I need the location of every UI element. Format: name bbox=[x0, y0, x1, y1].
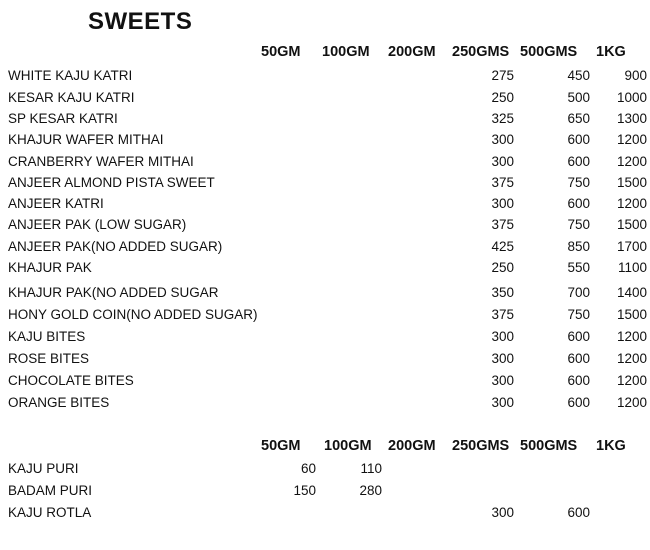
price-500gms: 650 bbox=[567, 111, 590, 126]
item-name: CRANBERRY WAFER MITHAI bbox=[8, 154, 194, 169]
table-row bbox=[0, 373, 650, 393]
price-250gms: 375 bbox=[491, 307, 514, 322]
table-row bbox=[0, 132, 650, 152]
price-250gms: 425 bbox=[491, 239, 514, 254]
price-1kg: 1200 bbox=[616, 351, 647, 366]
table-row bbox=[0, 483, 650, 503]
table-row bbox=[0, 68, 650, 88]
header-50gm: 50GM bbox=[261, 44, 301, 60]
price-250gms: 375 bbox=[491, 217, 514, 232]
item-name: ANJEER ALMOND PISTA SWEET bbox=[8, 175, 215, 190]
price-50gm: 150 bbox=[293, 483, 316, 498]
item-name: KAJU ROTLA bbox=[8, 505, 92, 520]
table-row bbox=[0, 329, 650, 349]
item-name: HONY GOLD COIN(NO ADDED SUGAR) bbox=[8, 307, 258, 322]
column-header-row bbox=[0, 438, 650, 458]
header-100gm: 100GM bbox=[324, 438, 372, 454]
header-250gms: 250GMS bbox=[452, 438, 510, 454]
price-500gms: 600 bbox=[567, 196, 590, 211]
price-500gms: 600 bbox=[567, 395, 590, 410]
page-title: SWEETS bbox=[88, 8, 193, 35]
price-1kg: 1000 bbox=[616, 90, 647, 105]
price-100gm: 110 bbox=[360, 461, 382, 476]
price-1kg: 900 bbox=[624, 68, 647, 83]
header-500gms: 500GMS bbox=[520, 44, 578, 60]
item-name: KHAJUR WAFER MITHAI bbox=[8, 132, 164, 147]
price-250gms: 300 bbox=[491, 132, 514, 147]
price-250gms: 275 bbox=[491, 68, 514, 83]
price-500gms: 750 bbox=[567, 217, 590, 232]
item-name: KESAR KAJU KATRI bbox=[8, 90, 135, 105]
price-500gms: 600 bbox=[567, 154, 590, 169]
price-100gm: 280 bbox=[359, 483, 382, 498]
table-row bbox=[0, 260, 650, 280]
price-1kg: 1100 bbox=[617, 260, 647, 275]
header-100gm: 100GM bbox=[322, 44, 370, 60]
price-500gms: 700 bbox=[567, 285, 590, 300]
table-row bbox=[0, 351, 650, 371]
price-1kg: 1500 bbox=[616, 307, 647, 322]
price-1kg: 1400 bbox=[616, 285, 647, 300]
price-250gms: 300 bbox=[491, 505, 514, 520]
item-name: KHAJUR PAK bbox=[8, 260, 92, 275]
item-name: ROSE BITES bbox=[8, 351, 90, 366]
price-250gms: 325 bbox=[491, 111, 514, 126]
table-row bbox=[0, 505, 650, 525]
price-1kg: 1500 bbox=[616, 175, 647, 190]
item-name: ANJEER PAK(NO ADDED SUGAR) bbox=[8, 239, 223, 254]
item-name: ANJEER KATRI bbox=[8, 196, 104, 211]
table-row bbox=[0, 175, 650, 195]
item-name: ORANGE BITES bbox=[8, 395, 110, 410]
price-250gms: 300 bbox=[491, 395, 514, 410]
price-500gms: 600 bbox=[567, 505, 590, 520]
price-250gms: 250 bbox=[491, 90, 514, 105]
item-name: ANJEER PAK (LOW SUGAR) bbox=[8, 217, 187, 232]
table-row bbox=[0, 239, 650, 259]
price-500gms: 500 bbox=[567, 90, 590, 105]
price-1kg: 1700 bbox=[616, 239, 647, 254]
column-header-row bbox=[0, 44, 650, 64]
header-1kg: 1KG bbox=[596, 44, 626, 60]
price-1kg: 1200 bbox=[616, 154, 647, 169]
table-row bbox=[0, 196, 650, 216]
price-50gm: 60 bbox=[300, 461, 316, 476]
price-500gms: 750 bbox=[567, 175, 590, 190]
price-500gms: 450 bbox=[567, 68, 590, 83]
header-50gm: 50GM bbox=[261, 438, 301, 454]
price-500gms: 750 bbox=[567, 307, 590, 322]
price-1kg: 1200 bbox=[616, 329, 647, 344]
price-250gms: 300 bbox=[491, 351, 514, 366]
header-500gms: 500GMS bbox=[520, 438, 578, 454]
price-1kg: 1200 bbox=[616, 132, 647, 147]
price-500gms: 850 bbox=[567, 239, 590, 254]
price-250gms: 300 bbox=[491, 154, 514, 169]
table-row bbox=[0, 90, 650, 110]
item-name: CHOCOLATE BITES bbox=[8, 373, 134, 388]
header-250gms: 250GMS bbox=[452, 44, 510, 60]
price-500gms: 600 bbox=[567, 373, 590, 388]
table-row bbox=[0, 395, 650, 415]
price-500gms: 600 bbox=[567, 329, 590, 344]
price-250gms: 300 bbox=[491, 196, 514, 211]
table-row bbox=[0, 154, 650, 174]
price-1kg: 1200 bbox=[616, 395, 647, 410]
table-row bbox=[0, 111, 650, 131]
header-200gm: 200GM bbox=[388, 438, 436, 454]
price-500gms: 600 bbox=[567, 351, 590, 366]
price-500gms: 600 bbox=[567, 132, 590, 147]
price-250gms: 375 bbox=[491, 175, 514, 190]
item-name: KAJU BITES bbox=[8, 329, 86, 344]
item-name: KHAJUR PAK(NO ADDED SUGAR bbox=[8, 285, 219, 300]
price-1kg: 1300 bbox=[616, 111, 647, 126]
price-250gms: 250 bbox=[491, 260, 514, 275]
price-250gms: 350 bbox=[491, 285, 514, 300]
price-1kg: 1200 bbox=[616, 196, 647, 211]
item-name: KAJU PURI bbox=[8, 461, 79, 476]
item-name: SP KESAR KATRI bbox=[8, 111, 118, 126]
table-row bbox=[0, 307, 650, 327]
header-200gm: 200GM bbox=[388, 44, 436, 60]
price-250gms: 300 bbox=[491, 329, 514, 344]
table-row bbox=[0, 217, 650, 237]
price-1kg: 1500 bbox=[616, 217, 647, 232]
header-1kg: 1KG bbox=[596, 438, 626, 454]
price-250gms: 300 bbox=[491, 373, 514, 388]
item-name: WHITE KAJU KATRI bbox=[8, 68, 133, 83]
price-1kg: 1200 bbox=[616, 373, 647, 388]
item-name: BADAM PURI bbox=[8, 483, 93, 498]
table-row bbox=[0, 285, 650, 305]
table-row bbox=[0, 461, 650, 481]
price-500gms: 550 bbox=[567, 260, 590, 275]
